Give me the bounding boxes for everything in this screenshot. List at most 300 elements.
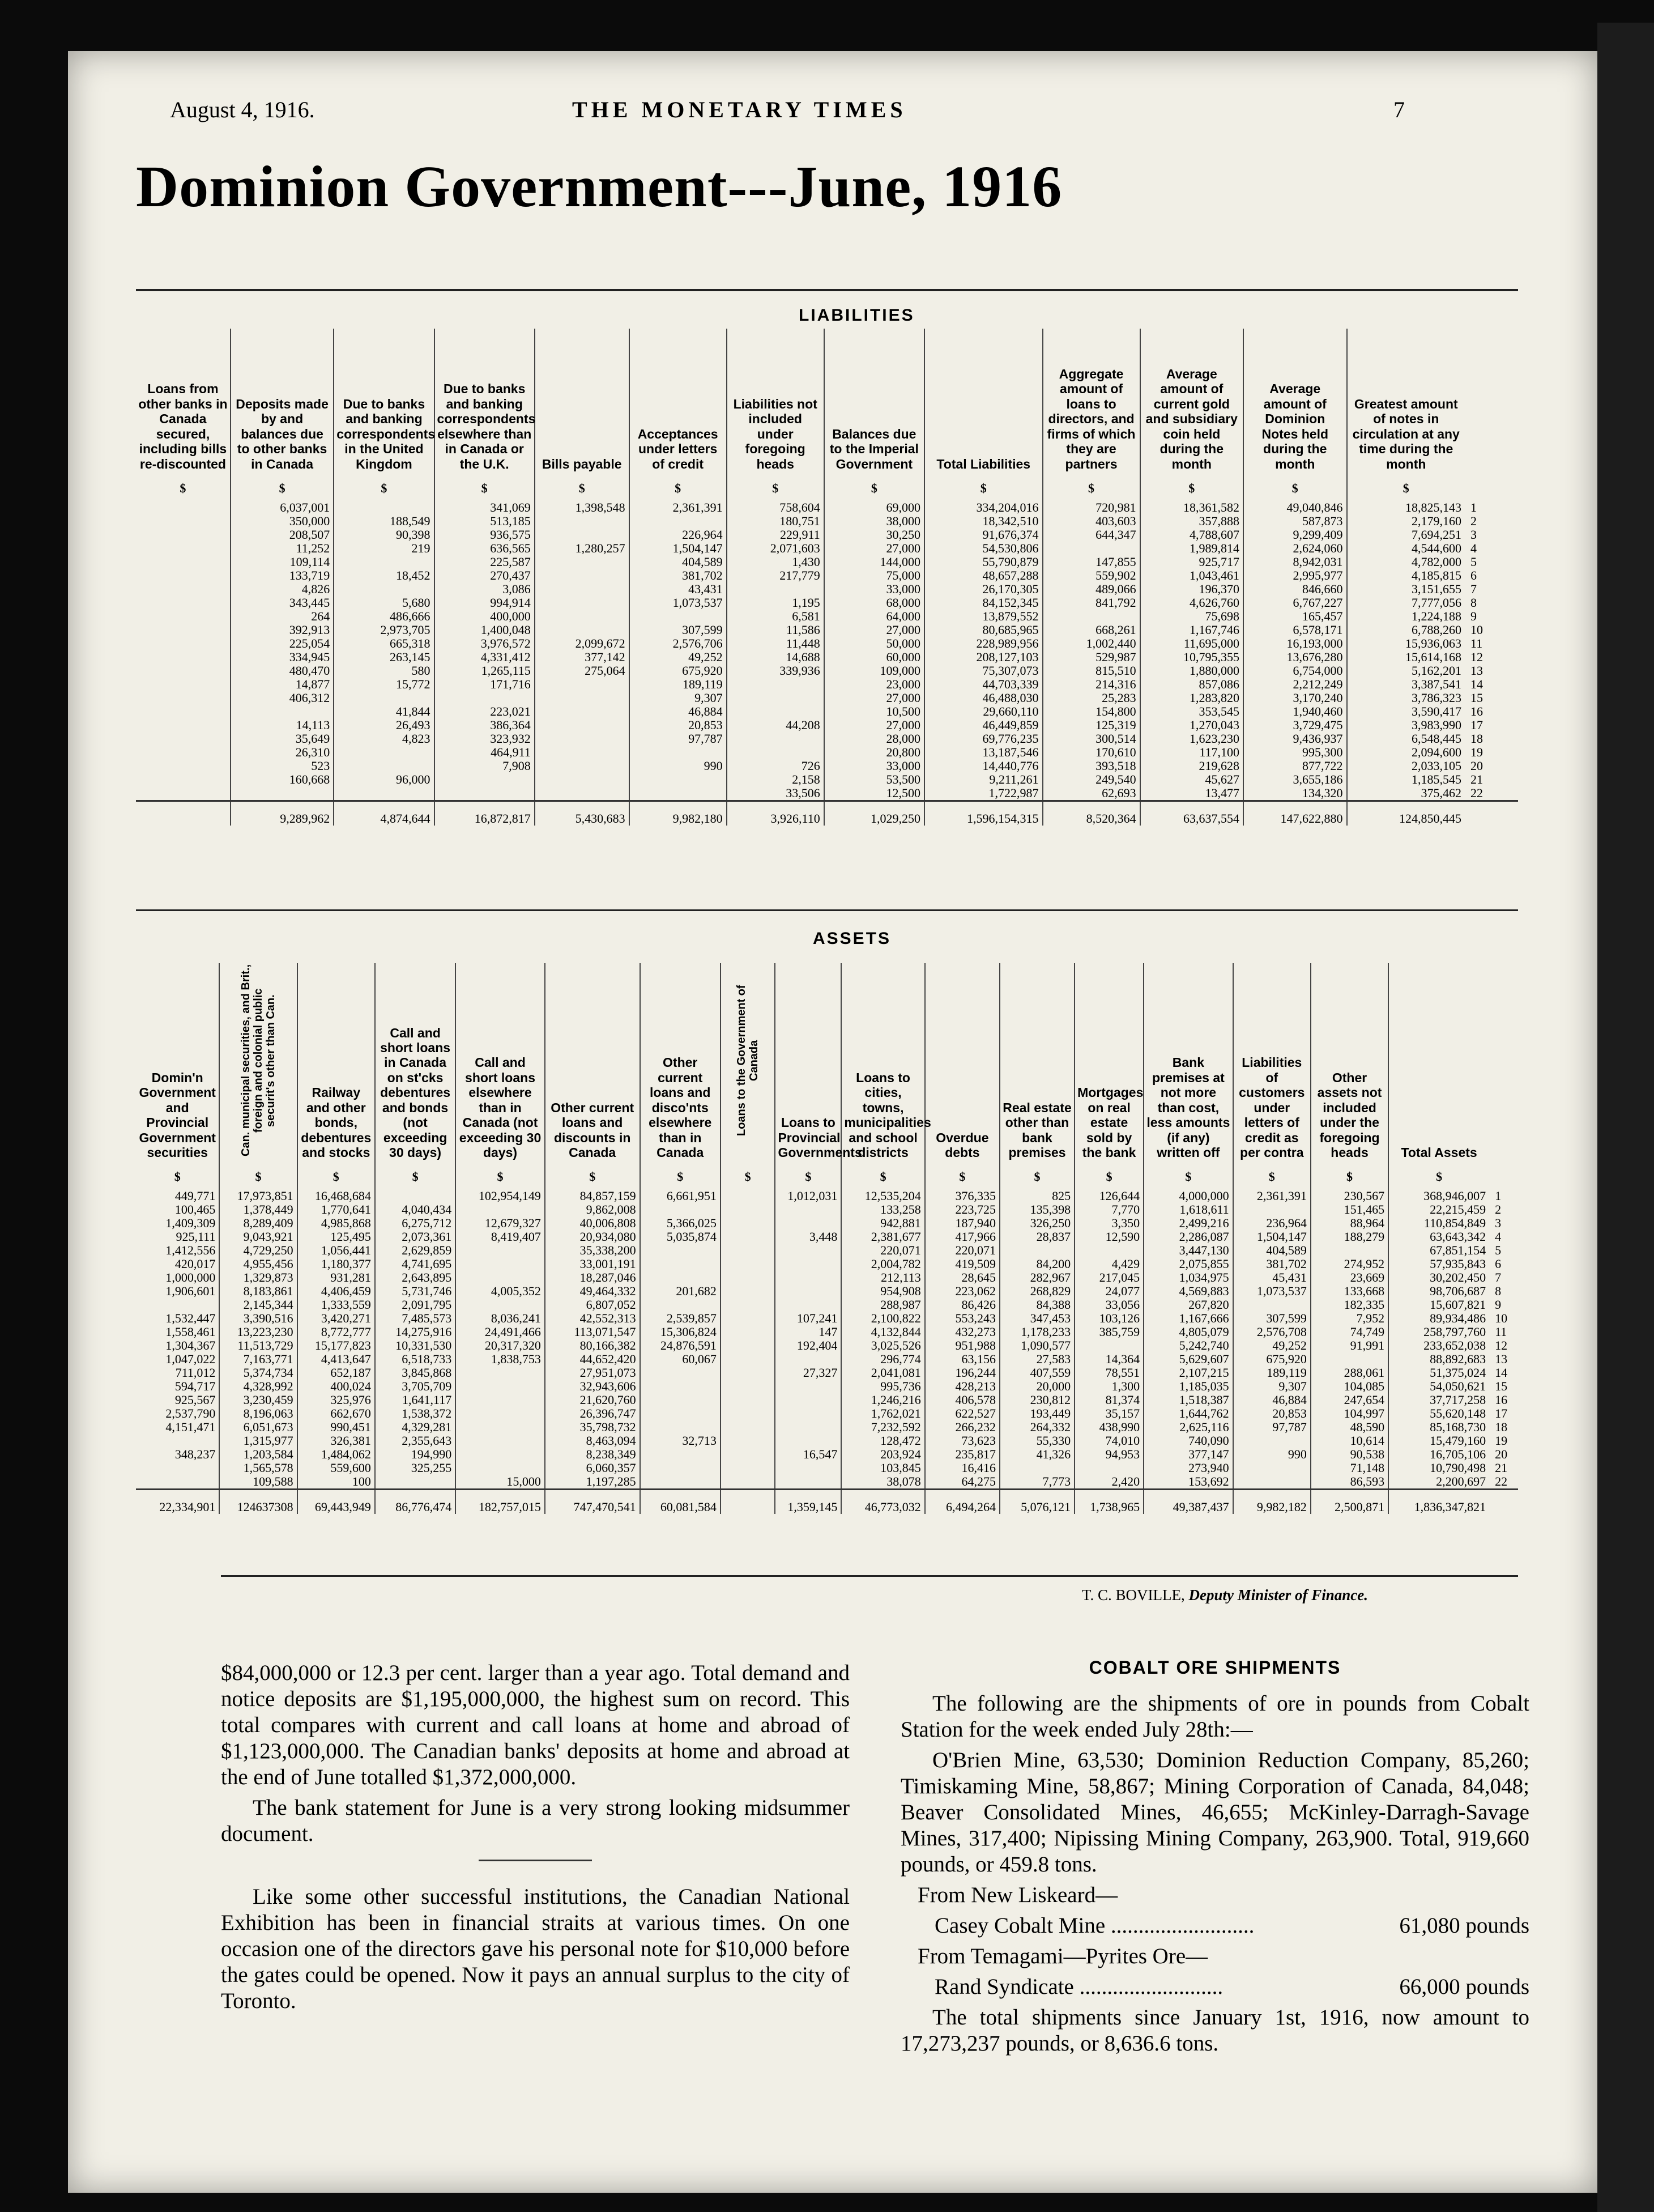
row-number: 13 [1495,1352,1508,1367]
table-cell: 18,361,582 [1140,501,1243,514]
table-cell: 1,722,987 [924,786,1043,801]
table-row [136,1420,1518,1434]
table-cell: 954,908 [841,1284,924,1298]
table-cell: 15,936,063 [1347,637,1465,650]
table-cell: 513,185 [434,514,535,528]
table-cell: 263,145 [334,650,434,664]
table-cell: 5,374,734 [219,1366,297,1380]
total-cell: 9,982,182 [1233,1490,1311,1515]
table-cell [455,1298,545,1312]
column-header: Loans from other banks in Canada secured, including bills re-discounted [138,381,228,471]
table-cell: 33,001,191 [545,1257,640,1271]
table-cell: 4,331,412 [434,650,535,664]
table-cell: 419,509 [925,1257,1000,1271]
table-cell: 1,989,814 [1140,542,1243,555]
table-cell: 45,431 [1233,1271,1311,1284]
table-cell: 4,185,815 [1347,569,1465,582]
table-row [136,610,1518,623]
table-cell: 133,719 [231,569,334,582]
table-cell [721,1475,775,1490]
table-cell: 4,955,456 [219,1257,297,1271]
table-cell: 3,655,186 [1243,773,1346,786]
table-cell: 2,643,895 [375,1271,455,1284]
row-number: 1 [1495,1189,1502,1203]
table-cell: 67,851,154 [1388,1244,1489,1257]
table-cell: 86,593 [1311,1475,1388,1490]
table-cell [1233,1203,1311,1216]
table-cell [640,1244,721,1257]
table-cell: 21,620,760 [545,1393,640,1407]
table-cell [434,773,535,786]
table-cell: 223,021 [434,705,535,718]
table-cell [1233,1475,1311,1490]
paragraph: The following are the shipments of ore in pounds from Cobalt Station for the week ended July 28th:— [901,1691,1529,1742]
total-cell: 124637308 [219,1490,297,1515]
column-header: Total Assets [1388,963,1489,1165]
table-cell: 96,000 [334,773,434,786]
row-number: 8 [1470,596,1477,610]
table-cell: 89,934,486 [1388,1312,1489,1325]
table-cell: 23,669 [1311,1271,1388,1284]
table-cell: 857,086 [1140,678,1243,691]
column-header-vertical: Loans to the Government of Canada [735,985,761,1137]
page-title: Dominion Government---June, 1916 [136,154,1063,219]
table-cell [535,610,629,623]
table-cell [640,1203,721,1216]
table-cell [640,1298,721,1312]
row-number: 3 [1495,1216,1502,1231]
table-cell: 33,506 [727,786,824,801]
table-cell: 41,326 [1000,1448,1075,1461]
table-cell: 44,703,339 [924,678,1043,691]
column-header: Total Liabilities [924,329,1043,477]
total-cell: 8,520,364 [1043,801,1140,826]
table-cell [455,1257,545,1271]
table-cell [136,786,231,801]
table-cell: 1,246,216 [841,1393,924,1407]
table-cell: 307,599 [1233,1312,1311,1325]
table-cell: 7,952 [1311,1312,1388,1325]
column-header: Mortgages on real estate sold by the bank [1075,963,1144,1165]
table-row [136,691,1518,705]
table-cell: 2,145,344 [219,1298,297,1312]
table-cell: 6,754,000 [1243,664,1346,678]
table-row [136,746,1518,759]
cobalt-article [901,1654,1529,2061]
table-cell: 711,012 [175,1366,216,1380]
table-cell [775,1393,841,1407]
total-cell [1465,801,1518,826]
table-cell: 3,390,516 [219,1312,297,1325]
table-cell: 27,583 [1000,1352,1075,1366]
currency-symbol [1465,477,1518,501]
paragraph: O'Brien Mine, 63,530; Dominion Reduction Company, 85,260; Timiskaming Mine, 58,867; Mining Corporation of Canada, 84,048; Beaver Consolidated Mines, 46,655; McKinley-Darragh-Savage Mines, 317,400; Nipissing Mining Company, 263,900. Total, 919,660 pounds, or 459.8 tons. [901,1748,1529,1877]
column-header: Loans to Provincial Governments [775,963,841,1165]
table-cell [535,732,629,746]
total-cell: 9,982,180 [629,801,727,826]
total-cell: 2,500,871 [1311,1490,1388,1515]
table-cell [640,1393,721,1407]
total-cell: 16,872,817 [434,801,535,826]
table-row [136,1380,1518,1393]
table-cell: 5,242,740 [1144,1339,1233,1352]
table-cell: 758,604 [727,501,824,514]
column-header-vertical: Can. municipal securities, and Brit., foreign and colonial public securit's other than Can. [240,964,278,1157]
table-cell: 258,797,760 [1388,1325,1489,1339]
currency-symbol: $ [629,477,727,501]
table-cell: 20,317,320 [455,1339,545,1352]
table-cell [721,1461,775,1475]
row-number: 19 [1495,1434,1508,1448]
total-cell: 3,926,110 [727,801,824,826]
table-cell: 109,114 [231,555,334,569]
table-cell [775,1461,841,1475]
table-cell: 4,329,281 [375,1420,455,1434]
table-cell: 10,614 [1311,1434,1388,1448]
table-cell: 8,183,861 [219,1284,297,1298]
table-cell [727,705,824,718]
table-cell: 180,751 [727,514,824,528]
table-cell: 33,056 [1075,1298,1144,1312]
liabilities-totals-row [136,801,1518,826]
table-cell: 2,041,081 [841,1366,924,1380]
table-cell: 64,000 [824,610,924,623]
scan-border-left [0,0,68,2212]
signature-name: T. C. BOVILLE, [1082,1586,1185,1603]
table-cell: 334,945 [231,650,334,664]
table-cell: 13,477 [1140,786,1243,801]
table-cell: 9,043,921 [219,1230,297,1244]
table-cell: 100,465 [174,1203,216,1217]
table-cell [535,718,629,732]
column-header: Other current loans and disco'nts elsewhere than in Canada [640,963,721,1165]
column-header: Greatest amount of notes in circulation at any time during the month [1347,329,1465,477]
table-cell: 1,283,820 [1140,691,1243,705]
table-cell: 1,412,556 [165,1244,216,1258]
table-cell [1075,1244,1144,1257]
table-cell: 2,539,857 [640,1312,721,1325]
table-cell: 133,258 [841,1203,924,1216]
table-cell [136,569,231,582]
row-number: 22 [1495,1475,1508,1489]
row-number-header [1465,329,1518,477]
table-cell: 46,884 [1233,1393,1311,1407]
row-number: 7 [1470,582,1477,596]
table-cell [136,637,231,650]
table-cell: 1,180,377 [297,1257,375,1271]
table-cell: 73,623 [925,1434,1000,1448]
table-cell: 2,576,708 [1233,1325,1311,1339]
table-cell: 7,232,592 [841,1420,924,1434]
table-cell: 230,567 [1311,1189,1388,1203]
table-cell: 48,590 [1311,1420,1388,1434]
currency-symbol: $ [841,1165,924,1189]
table-cell: 1,056,441 [297,1244,375,1257]
table-cell: 27,951,073 [545,1366,640,1380]
table-cell: 270,437 [434,569,535,582]
table-cell [640,1271,721,1284]
table-cell [535,582,629,596]
table-row [136,1393,1518,1407]
signature [1082,1586,1368,1604]
table-cell: 2,537,790 [165,1407,216,1421]
table-cell [640,1461,721,1475]
table-cell: 3,025,526 [841,1339,924,1352]
table-cell: 25,283 [1043,691,1140,705]
table-cell: 1,558,461 [165,1325,216,1339]
table-cell: 81,374 [1075,1393,1144,1407]
table-row [136,732,1518,746]
table-cell [136,542,231,555]
table-cell: 249,540 [1043,773,1140,786]
table-cell: 94,953 [1075,1448,1144,1461]
table-cell: 125,319 [1043,718,1140,732]
table-cell: 2,361,391 [1233,1189,1311,1203]
currency-symbol: $ [180,481,186,495]
table-cell: 11,513,729 [219,1339,297,1352]
table-cell: 220,071 [841,1244,924,1257]
table-cell: 15,772 [334,678,434,691]
table-cell: 4,729,250 [219,1244,297,1257]
table-cell: 110,854,849 [1388,1216,1489,1230]
table-row [136,1271,1518,1284]
row-number: 14 [1470,678,1484,691]
table-cell: 7,694,251 [1347,528,1465,542]
table-cell: 32,713 [640,1434,721,1448]
table-cell: 208,127,103 [924,650,1043,664]
table-cell: 1,618,611 [1144,1203,1233,1216]
table-cell: 1,270,043 [1140,718,1243,732]
table-cell: 1,197,285 [545,1475,640,1490]
table-cell: 196,370 [1140,582,1243,596]
table-cell [136,732,231,746]
table-cell: 37,717,258 [1388,1393,1489,1407]
table-cell: 220,071 [925,1244,1000,1257]
row-number: 21 [1470,773,1484,786]
table-cell [721,1325,775,1339]
table-cell: 38,078 [841,1475,924,1490]
table-cell: 6,518,733 [375,1352,455,1366]
table-cell: 1,265,115 [434,664,535,678]
table-cell: 194,990 [375,1448,455,1461]
table-cell [721,1230,775,1244]
table-cell: 350,000 [231,514,334,528]
row-number: 4 [1470,542,1477,555]
table-cell: 740,090 [1144,1434,1233,1448]
table-cell: 68,000 [824,596,924,610]
table-cell: 217,045 [1075,1271,1144,1284]
table-cell: 103,845 [841,1461,924,1475]
table-cell: 4,805,079 [1144,1325,1233,1339]
table-cell: 8,196,063 [219,1407,297,1420]
row-number: 6 [1495,1257,1502,1271]
table-cell: 381,702 [629,569,727,582]
currency-symbol: $ [1347,477,1465,501]
table-cell: 288,061 [1311,1366,1388,1380]
table-row [136,1407,1518,1420]
table-cell: 33,000 [824,582,924,596]
table-cell: 675,920 [1233,1352,1311,1366]
table-cell: 675,920 [629,664,727,678]
table-cell: 1,644,762 [1144,1407,1233,1420]
row-number: 15 [1495,1380,1508,1394]
table-cell: 559,600 [297,1461,375,1475]
table-cell: 2,381,677 [841,1230,924,1244]
table-cell: 428,213 [925,1380,1000,1393]
table-cell: 23,000 [824,678,924,691]
row-number: 10 [1470,623,1484,637]
column-header: Real estate other than bank premises [1000,963,1075,1165]
row-number: 1 [1470,501,1477,514]
table-cell [1000,1244,1075,1257]
column-header: Due to banks and banking correspondents elsewhere than in Canada or the U.K. [434,329,535,477]
table-cell: 11,448 [727,637,824,650]
table-cell: 182,335 [1311,1298,1388,1312]
table-cell: 274,952 [1311,1257,1388,1271]
table-cell: 90,398 [334,528,434,542]
currency-symbol: $ [721,1165,775,1189]
table-cell: 160,668 [231,773,334,786]
row-number: 11 [1470,637,1483,650]
currency-symbol: $ [1388,1165,1489,1189]
table-cell [775,1203,841,1216]
table-cell [455,1380,545,1393]
table-cell: 668,261 [1043,623,1140,637]
table-cell: 13,223,230 [219,1325,297,1339]
currency-symbol: $ [775,1165,841,1189]
table-cell: 4,413,647 [297,1352,375,1366]
table-cell [136,528,231,542]
table-cell: 9,307 [629,691,727,705]
table-cell [434,786,535,801]
table-cell: 10,790,498 [1388,1461,1489,1475]
table-cell: 7,163,771 [219,1352,297,1366]
table-cell: 1,090,577 [1000,1339,1075,1352]
table-cell: 26,396,747 [545,1407,640,1420]
table-cell: 98,706,687 [1388,1284,1489,1298]
table-cell: 9,862,008 [545,1203,640,1216]
table-cell: 1,012,031 [775,1189,841,1203]
table-cell: 187,940 [925,1216,1000,1230]
table-cell: 4,826 [231,582,334,596]
table-cell: 559,902 [1043,569,1140,582]
table-cell: 4,328,992 [219,1380,297,1393]
table-row [136,555,1518,569]
table-cell: 6,060,357 [545,1461,640,1475]
table-cell: 46,884 [629,705,727,718]
total-cell: 46,773,032 [841,1490,924,1515]
table-cell [334,501,434,514]
table-cell: 165,457 [1243,610,1346,623]
table-cell: 27,000 [824,691,924,705]
table-cell: 1,880,000 [1140,664,1243,678]
currency-symbol: $ [219,1165,297,1189]
table-cell: 189,119 [1233,1366,1311,1380]
table-cell: 5,035,874 [640,1230,721,1244]
table-cell: 11,586 [727,623,824,637]
table-cell: 75,000 [824,569,924,582]
column-header: Acceptances under letters of credit [629,329,727,477]
table-cell [640,1380,721,1393]
table-cell: 14,440,776 [924,759,1043,773]
table-cell: 4,788,607 [1140,528,1243,542]
table-cell: 193,449 [1000,1407,1075,1420]
table-cell: 381,702 [1233,1257,1311,1271]
table-cell: 2,158 [727,773,824,786]
table-cell: 1,400,048 [434,623,535,637]
table-cell: 464,911 [434,746,535,759]
row-number: 18 [1470,732,1484,746]
table-cell: 14,364 [1075,1352,1144,1366]
table-cell: 15,607,821 [1388,1298,1489,1312]
table-cell [629,786,727,801]
table-row [136,1366,1518,1380]
table-cell: 27,000 [824,542,924,555]
table-cell: 16,193,000 [1243,637,1346,650]
table-cell: 2,995,977 [1243,569,1346,582]
table-cell: 877,722 [1243,759,1346,773]
table-row [136,1461,1518,1475]
table-row [136,1312,1518,1325]
table-cell: 995,300 [1243,746,1346,759]
table-cell [334,786,434,801]
currency-symbol: $ [824,477,924,501]
table-cell: 28,000 [824,732,924,746]
table-row [136,1448,1518,1461]
table-cell: 1,565,578 [219,1461,297,1475]
table-cell: 6,275,712 [375,1216,455,1230]
table-cell: 104,085 [1311,1380,1388,1393]
assets-table [136,963,1518,1514]
table-cell: 4,626,760 [1140,596,1243,610]
table-row [136,759,1518,773]
currency-symbol: $ [924,477,1043,501]
table-cell: 4,569,883 [1144,1284,1233,1298]
table-cell: 348,237 [174,1448,216,1462]
table-cell: 990 [1233,1448,1311,1461]
table-cell: 247,654 [1311,1393,1388,1407]
table-cell: 9,211,261 [924,773,1043,786]
table-cell: 226,964 [629,528,727,542]
shipment-label: Rand Syndicate .......................... [935,1975,1224,1999]
table-cell [721,1339,775,1352]
table-cell: 400,000 [434,610,535,623]
assets-totals-row [136,1490,1518,1515]
table-cell [231,786,334,801]
table-cell: 5,162,201 [1347,664,1465,678]
table-cell: 2,033,105 [1347,759,1465,773]
table-cell: 55,790,879 [924,555,1043,569]
signature-rule [221,1575,1518,1577]
table-cell: 125,495 [297,1230,375,1244]
table-cell: 3,983,990 [1347,718,1465,732]
table-cell: 10,500 [824,705,924,718]
table-cell: 229,911 [727,528,824,542]
table-row [136,1216,1518,1230]
table-cell [727,746,824,759]
shipment-value: 61,080 pounds [1399,1913,1529,1938]
table-cell: 393,518 [1043,759,1140,773]
table-cell [721,1257,775,1271]
table-cell: 49,464,332 [545,1284,640,1298]
table-cell: 4,000,000 [1144,1189,1233,1203]
table-cell [136,501,231,514]
table-cell: 51,375,024 [1388,1366,1489,1380]
table-cell: 386,364 [434,718,535,732]
currency-symbol: $ [640,1165,721,1189]
column-header: Loans to cities, towns, municipalities and school districts [841,963,924,1165]
table-cell: 3,350 [1075,1216,1144,1230]
